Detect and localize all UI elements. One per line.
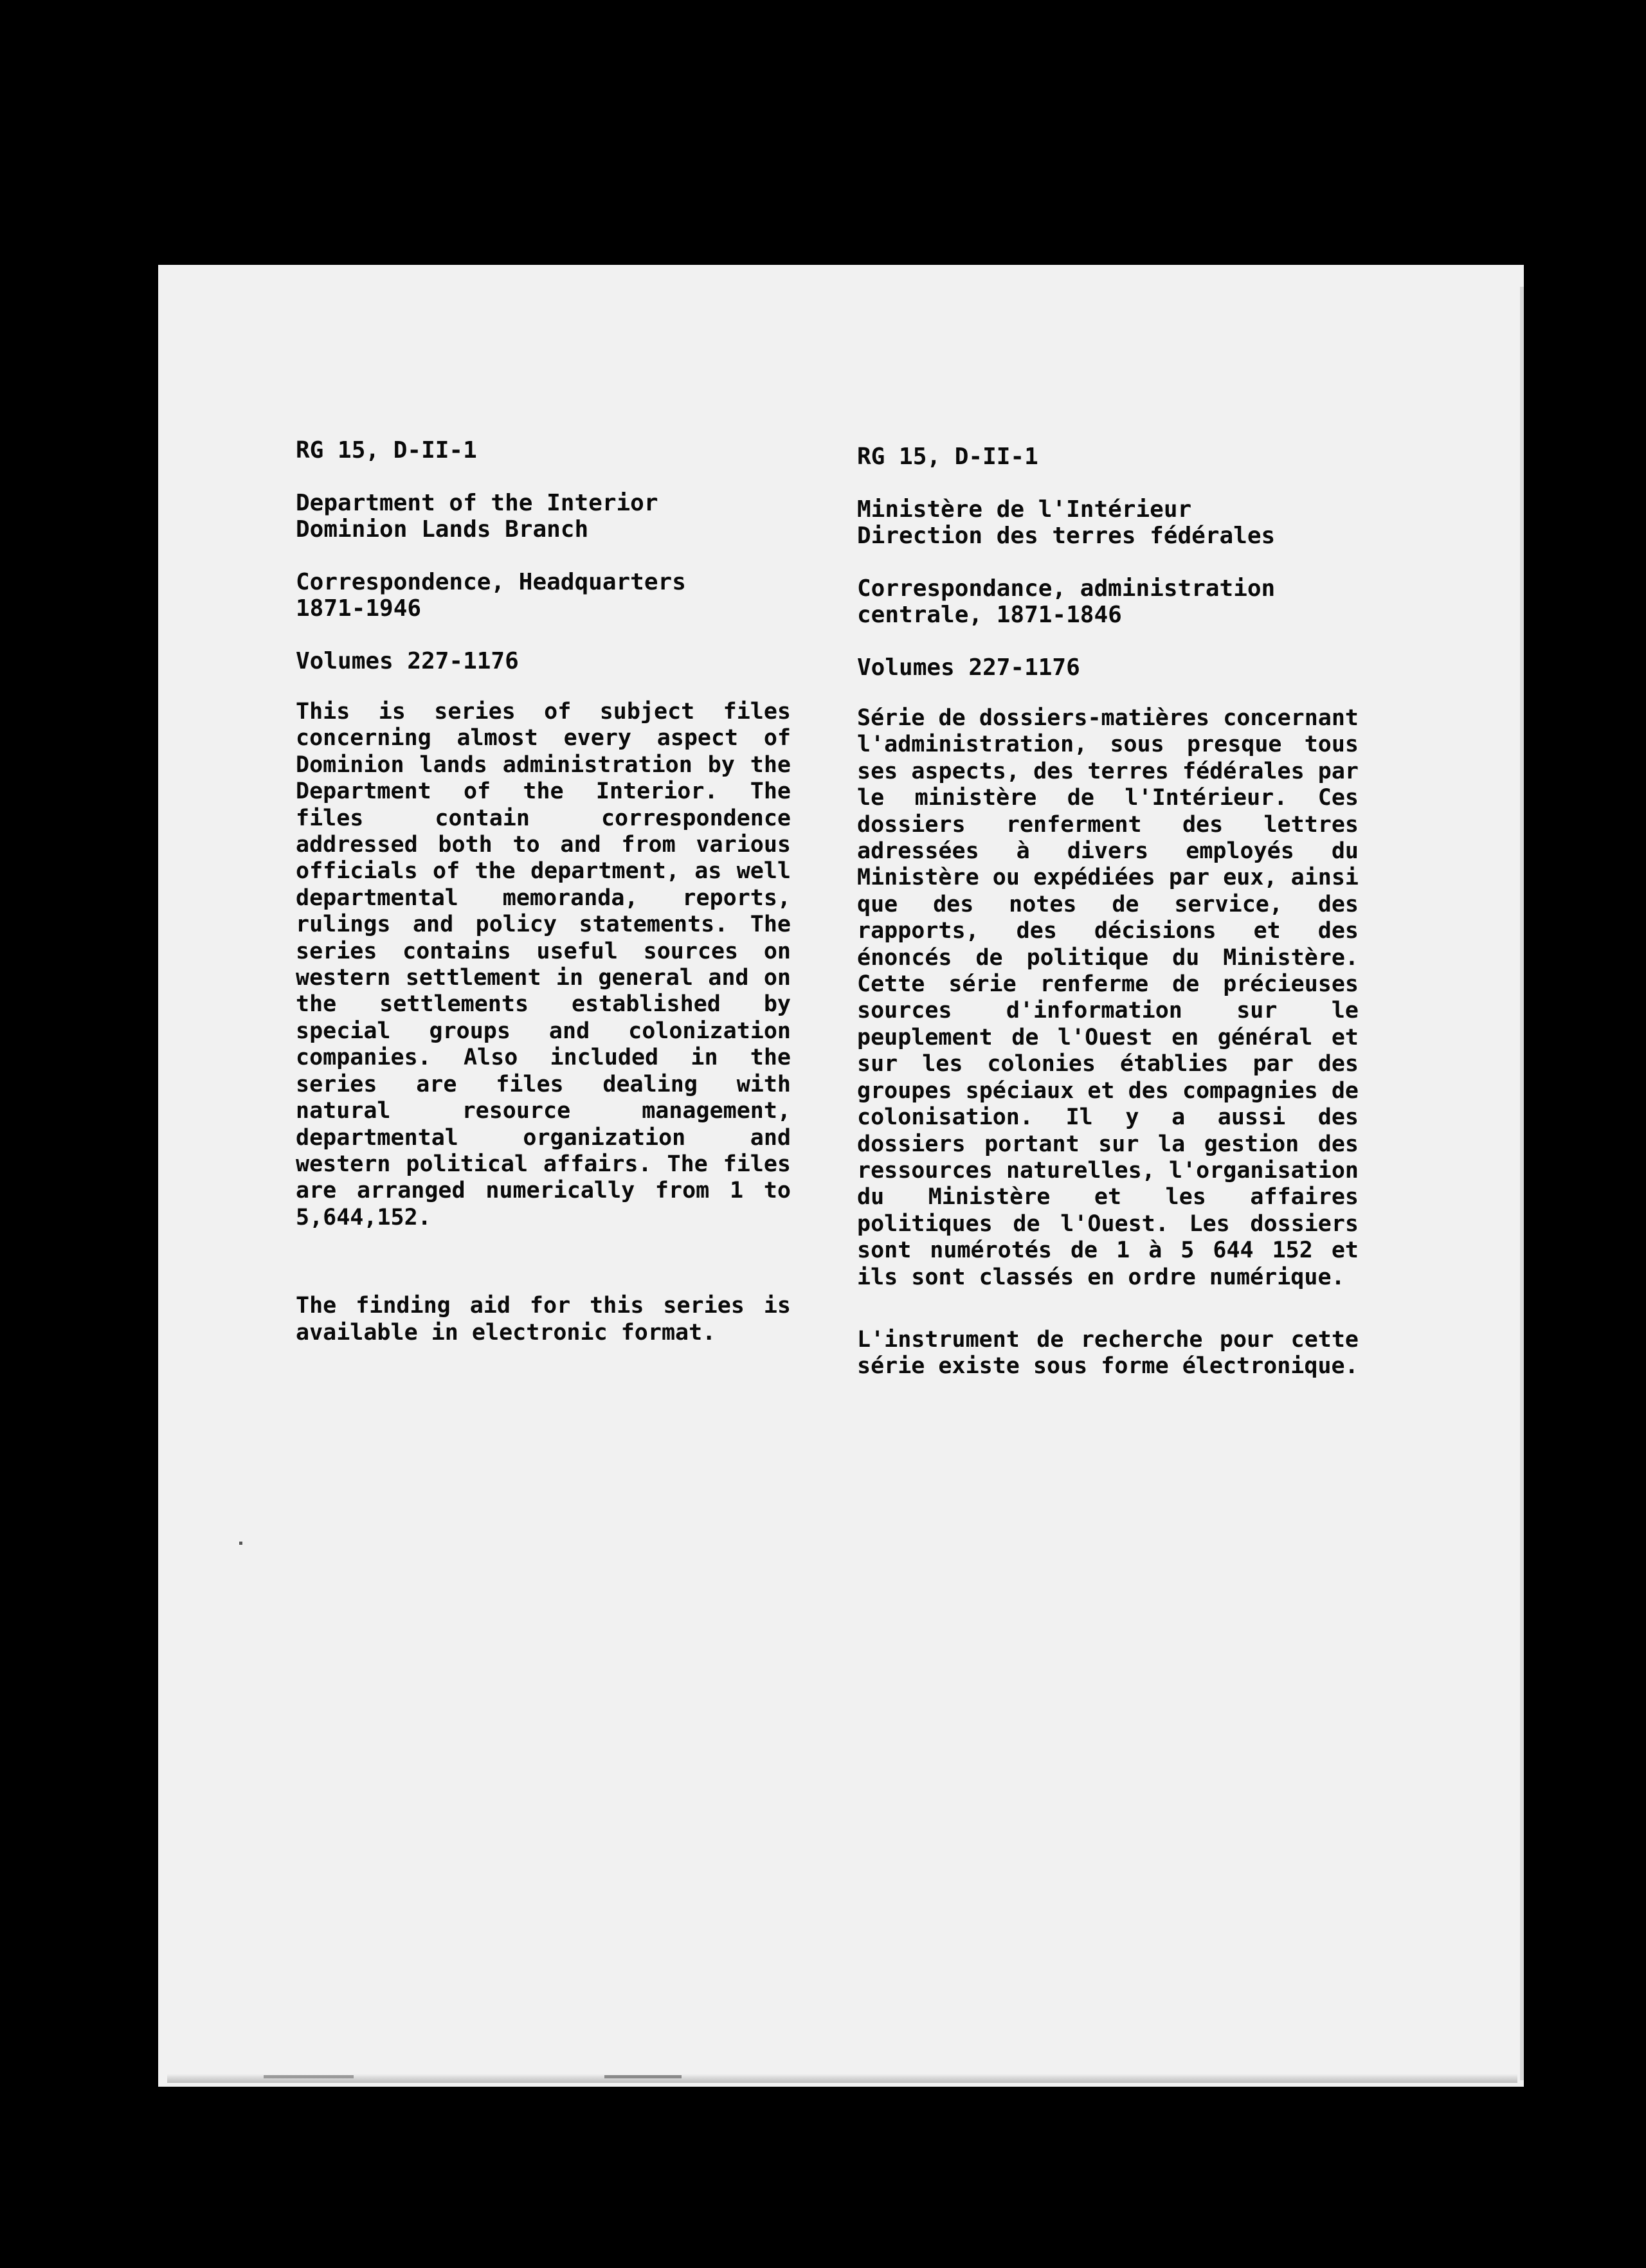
finding-aid-note: L'instrument de recherche pour cette série existe sous forme électronique. — [857, 1326, 1359, 1380]
page-edge — [1520, 287, 1524, 2080]
series-description: This is series of subject files concerning almost every aspect of Dominion lands administration by the Department of the Interior. The files contain correspondence addressed both to and from various officials of the department, as well departmental memoranda, reports, rulings and policy statements. The series contains useful sources on western settlement in general and on the settlements established by special groups and colonization companies. Also included in the series are files dealing with natural resource management, departmental organization and western political affairs. The files are arranged numerically from 1 to 5,644,152. — [296, 699, 791, 1230]
series-dates: 1871-1946 — [296, 595, 422, 622]
department-name: Department of the Interior — [296, 489, 658, 516]
department-heading — [296, 490, 791, 543]
branch-name: Direction des terres fédérales — [857, 523, 1276, 549]
english-column — [296, 437, 791, 1346]
series-heading — [296, 569, 791, 622]
volumes-range: Volumes 227-1176 — [296, 647, 519, 674]
series-description: Série de dossiers-matières concernant l'administration, sous presque tous ses aspects, des terres fédérales par le ministère de l'Intérieur. Ces dossiers renferment des lettres adressées à divers employés du Ministère ou expédiées par eux, ainsi que des notes de service, des rapports, des décisions et des énoncés de politique du Ministère. Cette série renferme de précieuses sources d'information sur le peuplement de l'Ouest en général et sur les colonies établies par des groupes spéciaux et des compagnies de colonisation. Il y a aussi des dossiers portant sur la gestion des ressources naturelles, l'organisation du Ministère et les affaires politiques de l'Ouest. Les dossiers sont numérotés de 1 à 5 644 152 et ils sont classés en ordre numérique. — [857, 705, 1359, 1290]
paper-speck — [239, 1542, 242, 1545]
department-name: Ministère de l'Intérieur — [857, 496, 1192, 523]
page-bottom-edge — [167, 2074, 1517, 2083]
reference-number: RG 15, D-II-1 — [857, 444, 1038, 470]
department-heading — [857, 496, 1359, 550]
series-title: Correspondance, administration — [857, 575, 1276, 602]
paper-speck — [264, 2075, 354, 2078]
volumes-range: Volumes 227-1176 — [857, 654, 1080, 681]
series-title: Correspondence, Headquarters — [296, 568, 686, 595]
series-heading — [857, 575, 1359, 629]
french-column — [857, 444, 1359, 1380]
branch-name: Dominion Lands Branch — [296, 516, 589, 543]
series-dates: centrale, 1871-1846 — [857, 602, 1122, 628]
paper-speck — [604, 2075, 682, 2078]
reference-number: RG 15, D-II-1 — [296, 437, 477, 464]
finding-aid-note: The finding aid for this series is available in electronic format. — [296, 1293, 791, 1346]
